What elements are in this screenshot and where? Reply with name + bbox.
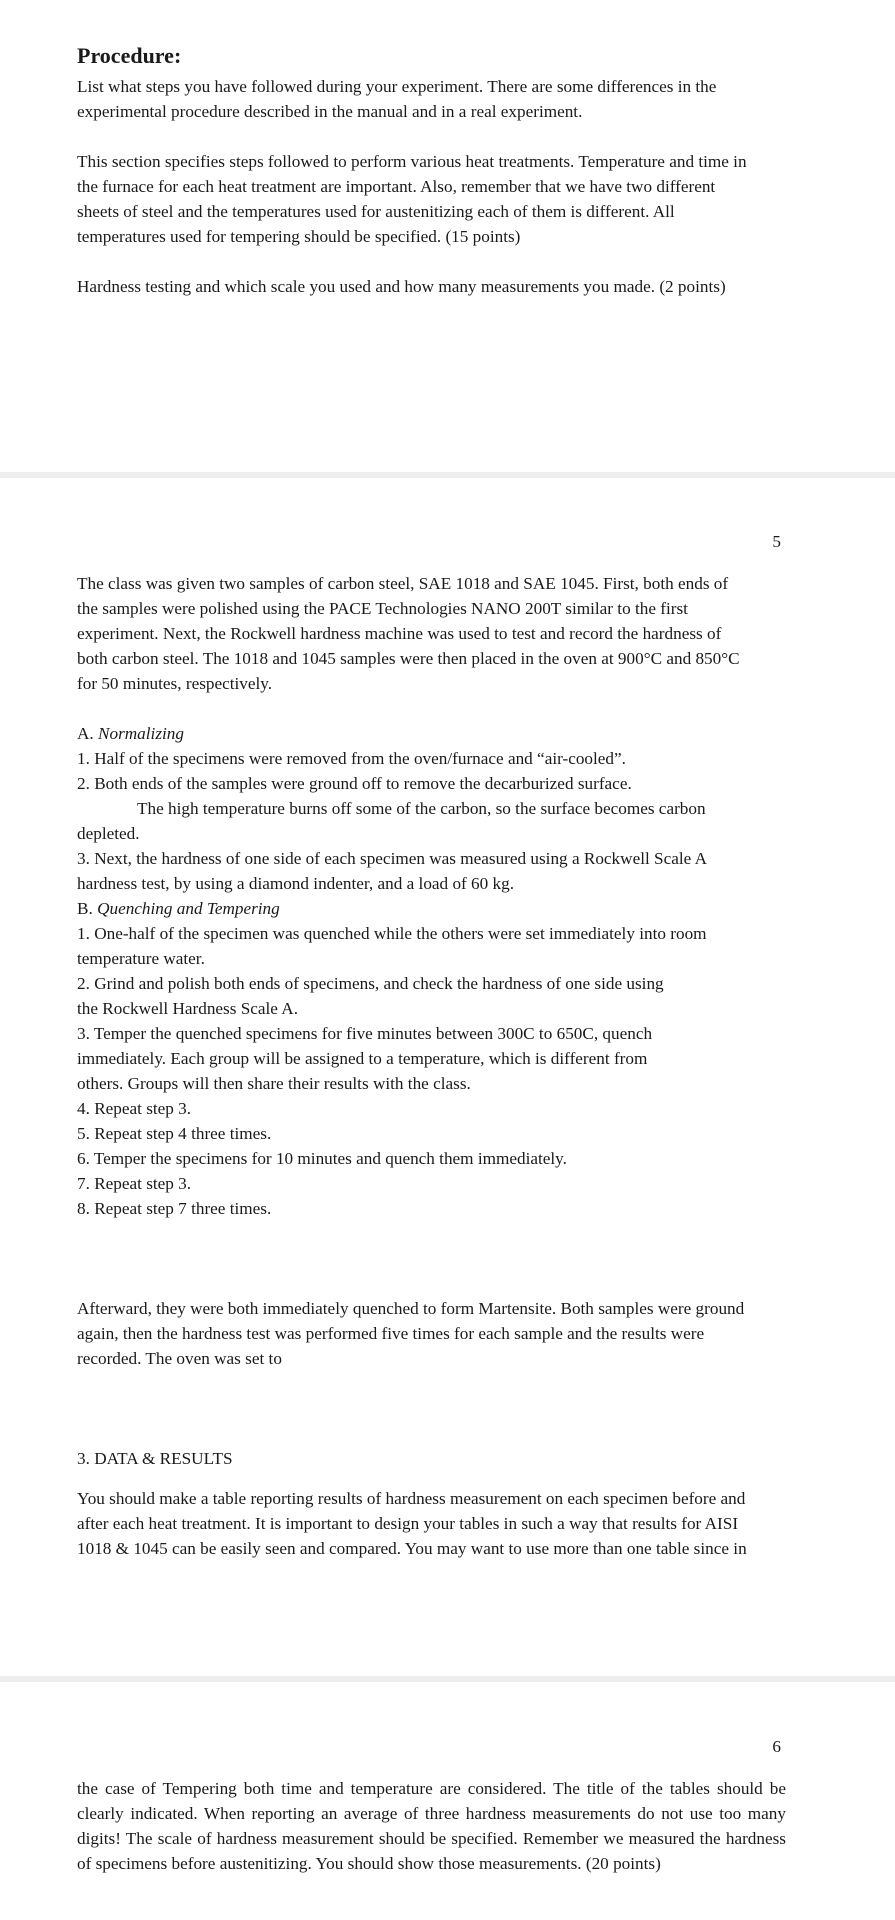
page-number: 5 (772, 532, 781, 551)
step-line: temperature water. (77, 949, 205, 968)
body-line: the samples were polished using the PACE Technologies NANO 200T similar to the first (77, 599, 688, 618)
step-line: others. Groups will then share their results with the class. (77, 1074, 471, 1093)
section-b-title: Quenching and Tempering (97, 899, 280, 918)
hardness-instructions: Hardness testing and which scale you used and how many measurements you made. (2 points) (77, 277, 726, 296)
step-note: depleted. (77, 824, 140, 843)
data-results-heading: 3. DATA & RESULTS (77, 1449, 233, 1468)
section-a-title: Normalizing (98, 724, 184, 743)
body-line: recorded. The oven was set to (77, 1349, 282, 1368)
body-line: both carbon steel. The 1018 and 1045 samples were then placed in the oven at 900°C and 850°C (77, 649, 740, 668)
step-line: 3. Temper the quenched specimens for five minutes between 300C to 650C, quench (77, 1024, 653, 1043)
body-paragraph: the case of Tempering both time and temperature are considered. The title of the tables should be clearly indicated. When reporting an average of three hardness measurements do not use too many digits! The scale of hardness measurement should be specified. Remember we measured the hardness of specimens before austenitizing. You should show those measurements. (20 points) (77, 1779, 786, 1873)
page-1 (0, 0, 895, 472)
step-line: 2. Grind and polish both ends of specimens, and check the hardness of one side using (77, 974, 664, 993)
instructions-line: sheets of steel and the temperatures used for austenitizing each of them is different. All (77, 202, 675, 221)
body-line: for 50 minutes, respectively. (77, 674, 273, 693)
step-line: 3. Next, the hardness of one side of each specimen was measured using a Rockwell Scale A (77, 849, 708, 868)
body-line: experiment. Next, the Rockwell hardness machine was used to test and record the hardness of (77, 624, 722, 643)
page-number: 6 (772, 1737, 781, 1756)
section-a-prefix: A. (77, 724, 99, 743)
step-line: 5. Repeat step 4 three times. (77, 1124, 272, 1143)
step-line: 1. Half of the specimens were removed from the oven/furnace and “air-cooled”. (77, 749, 626, 768)
step-line: 6. Temper the specimens for 10 minutes and quench them immediately. (77, 1149, 567, 1168)
body-line: The class was given two samples of carbon steel, SAE 1018 and SAE 1045. First, both ends of (77, 574, 729, 593)
step-line: 7. Repeat step 3. (77, 1174, 192, 1193)
step-line: 8. Repeat step 7 three times. (77, 1199, 272, 1218)
procedure-heading: Procedure: (77, 43, 182, 68)
instructions-line: temperatures used for tempering should be specified. (15 points) (77, 227, 521, 246)
step-line: 1. One-half of the specimen was quenched while the others were set immediately into room (77, 924, 707, 943)
step-line: 4. Repeat step 3. (77, 1099, 192, 1118)
section-a-heading (77, 721, 184, 746)
step-note: The high temperature burns off some of the carbon, so the surface becomes carbon (137, 799, 706, 818)
section-b-heading (77, 896, 280, 921)
section-b-prefix: B. (77, 899, 98, 918)
intro-line: List what steps you have followed during your experiment. There are some differences in the (77, 77, 717, 96)
instructions-line: This section specifies steps followed to perform various heat treatments. Temperature and time in (77, 152, 747, 171)
body-line: You should make a table reporting results of hardness measurement on each specimen before and (77, 1489, 746, 1508)
body-line: again, then the hardness test was performed five times for each sample and the results were (77, 1324, 705, 1343)
body-line: after each heat treatment. It is important to design your tables in such a way that results for AISI (77, 1514, 739, 1533)
step-line: 2. Both ends of the samples were ground off to remove the decarburized surface. (77, 774, 632, 793)
intro-line: experimental procedure described in the manual and in a real experiment. (77, 102, 583, 121)
step-line: hardness test, by using a diamond indenter, and a load of 60 kg. (77, 874, 515, 893)
instructions-line: the furnace for each heat treatment are important. Also, remember that we have two different (77, 177, 716, 196)
step-line: the Rockwell Hardness Scale A. (77, 999, 298, 1018)
body-line: 1018 & 1045 can be easily seen and compared. You may want to use more than one table since in (77, 1539, 747, 1558)
step-line: immediately. Each group will be assigned to a temperature, which is different from (77, 1049, 648, 1068)
body-line: Afterward, they were both immediately quenched to form Martensite. Both samples were ground (77, 1299, 745, 1318)
